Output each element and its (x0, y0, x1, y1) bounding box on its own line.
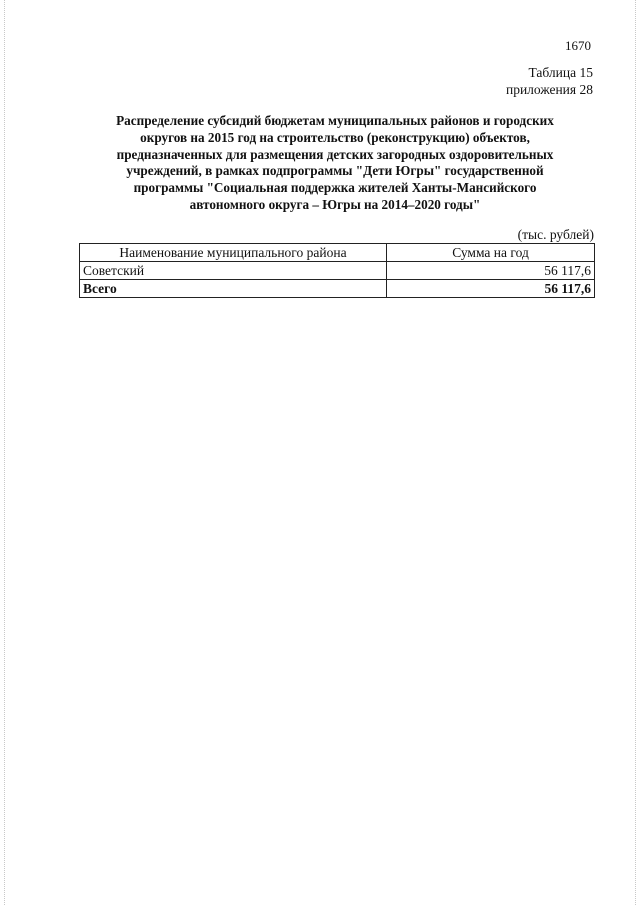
column-header-amount: Сумма на год (387, 244, 595, 262)
document-title (80, 113, 590, 214)
total-amount-cell: 56 117,6 (387, 280, 595, 298)
table-reference-line-2: приложения 28 (505, 82, 593, 97)
district-name-cell: Советский (80, 262, 387, 280)
title-line: автономного округа – Югры на 2014–2020 годы" (189, 196, 481, 212)
page-number: 1670 (565, 38, 591, 53)
table-row (80, 262, 595, 280)
title-line: округов на 2015 год на строительство (реконструкцию) объектов, (140, 129, 530, 145)
total-row (80, 280, 595, 298)
table-header-row (80, 244, 595, 262)
title-line: Распределение субсидий бюджетам муниципальных районов и городских (116, 113, 554, 128)
scan-left-edge (4, 0, 6, 905)
table-reference (506, 64, 593, 98)
title-line: программы "Социальная поддержка жителей Ханты-Мансийского (133, 180, 537, 196)
scan-right-edge (635, 0, 637, 905)
total-label-cell: Всего (80, 280, 387, 298)
column-header-name: Наименование муниципального района (80, 244, 387, 262)
table-reference-line-1: Таблица 15 (528, 65, 593, 80)
title-line: предназначенных для размещения детских загородных оздоровительных (116, 146, 554, 162)
subsidy-table (79, 243, 595, 298)
amount-cell: 56 117,6 (387, 262, 595, 280)
title-line: учреждений, в рамках подпрограммы "Дети Югры" государственной (126, 163, 544, 179)
units-label: (тыс. рублей) (517, 227, 594, 242)
